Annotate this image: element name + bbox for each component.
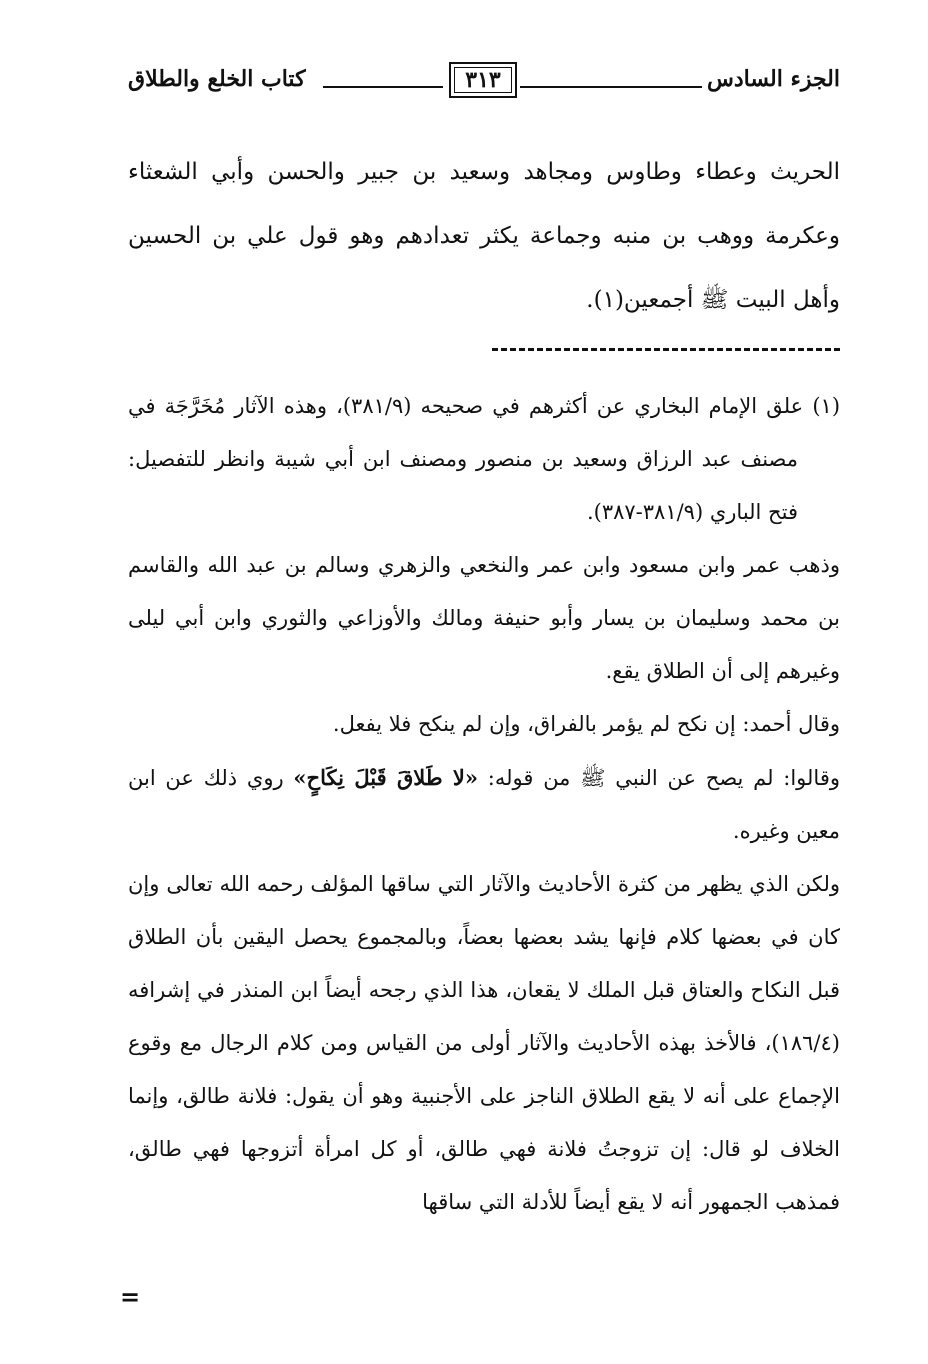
footnote-separator [492,348,840,351]
footnote-text: روي ذلك عن ابن معين وغيره. [128,766,840,843]
footnote-1: (١) علق الإمام البخاري عن أكثرهم في صحيحه (٣٨١/٩)، وهذه الآثار مُخَرَّجَة في مصنف عبد الرزاق وسعيد بن منصور ومصنف ابن أبي شيبة وانظر للتفصيل: فتح الباري (٣٨١/٩-٣٨٧). [128,394,841,524]
part-title: الجزء السادس [707,66,840,92]
header-rule-left [323,86,443,88]
page-header [128,58,840,108]
footnote-paragraph: وذهب عمر وابن مسعود وابن عمر والنخعي والزهري وسالم بن عبد الله والقاسم بن محمد وسليمان بن يسار وأبو حنيفة ومالك والأوزاعي والثوري وابن أبي ليلى وغيرهم إلى أن الطلاق يقع. [128,553,840,683]
footnote-paragraph [128,751,840,858]
header-rule-right [520,86,702,88]
main-paragraph: الحريث وعطاء وطاوس ومجاهد وسعيد بن جبير والحسن وأبي الشعثاء وعكرمة ووهب بن منبه وجماعة يكثر تعدادهم وهو قول علي بن الحسين وأهل البيت ﷺ أجمعين(١). [128,159,840,313]
book-title: كتاب الخلع والطلاق [128,66,306,92]
footnotes [128,380,840,1229]
page-number-box [449,62,517,98]
footnote-paragraph: ولكن الذي يظهر من كثرة الأحاديث والآثار التي ساقها المؤلف رحمه الله تعالى وإن كان في بعضها كلام فإنها يشد بعضها بعضاً، وبالمجموع يحصل اليقين بأن الطلاق قبل النكاح والعتاق قبل الملك لا يقعان، هذا الذي رجحه أيضاً ابن المنذر في إشرافه (١٨٦/٤)، فالأخذ بهذه الأحاديث والآثار أولى من القياس ومن كلام الرجال مع وقوع الإجماع على أنه لا يقع الطلاق الناجز على الأجنبية وهو أن يقول: فلانة طالق، وإنما الخلاف لو قال: إن تزوجتُ فلانة فهي طالق، أو كل امرأة أتزوجها فهي طالق، فمذهب الجمهور أنه لا يقع أيضاً للأدلة التي ساقها [128,872,840,1214]
footnote-text: وقالوا: لم يصح عن النبي ﷺ من قوله: [478,766,841,790]
main-text [128,140,840,332]
page-number: ٣١٣ [465,67,501,93]
continuation-mark: = [120,1282,141,1311]
hadith-quote: «لا طَلاقَ قَبْلَ نِكَاحٍ» [293,765,479,790]
footnote-paragraph: وقال أحمد: إن نكح لم يؤمر بالفراق، وإن لم ينكح فلا يفعل. [332,712,840,736]
